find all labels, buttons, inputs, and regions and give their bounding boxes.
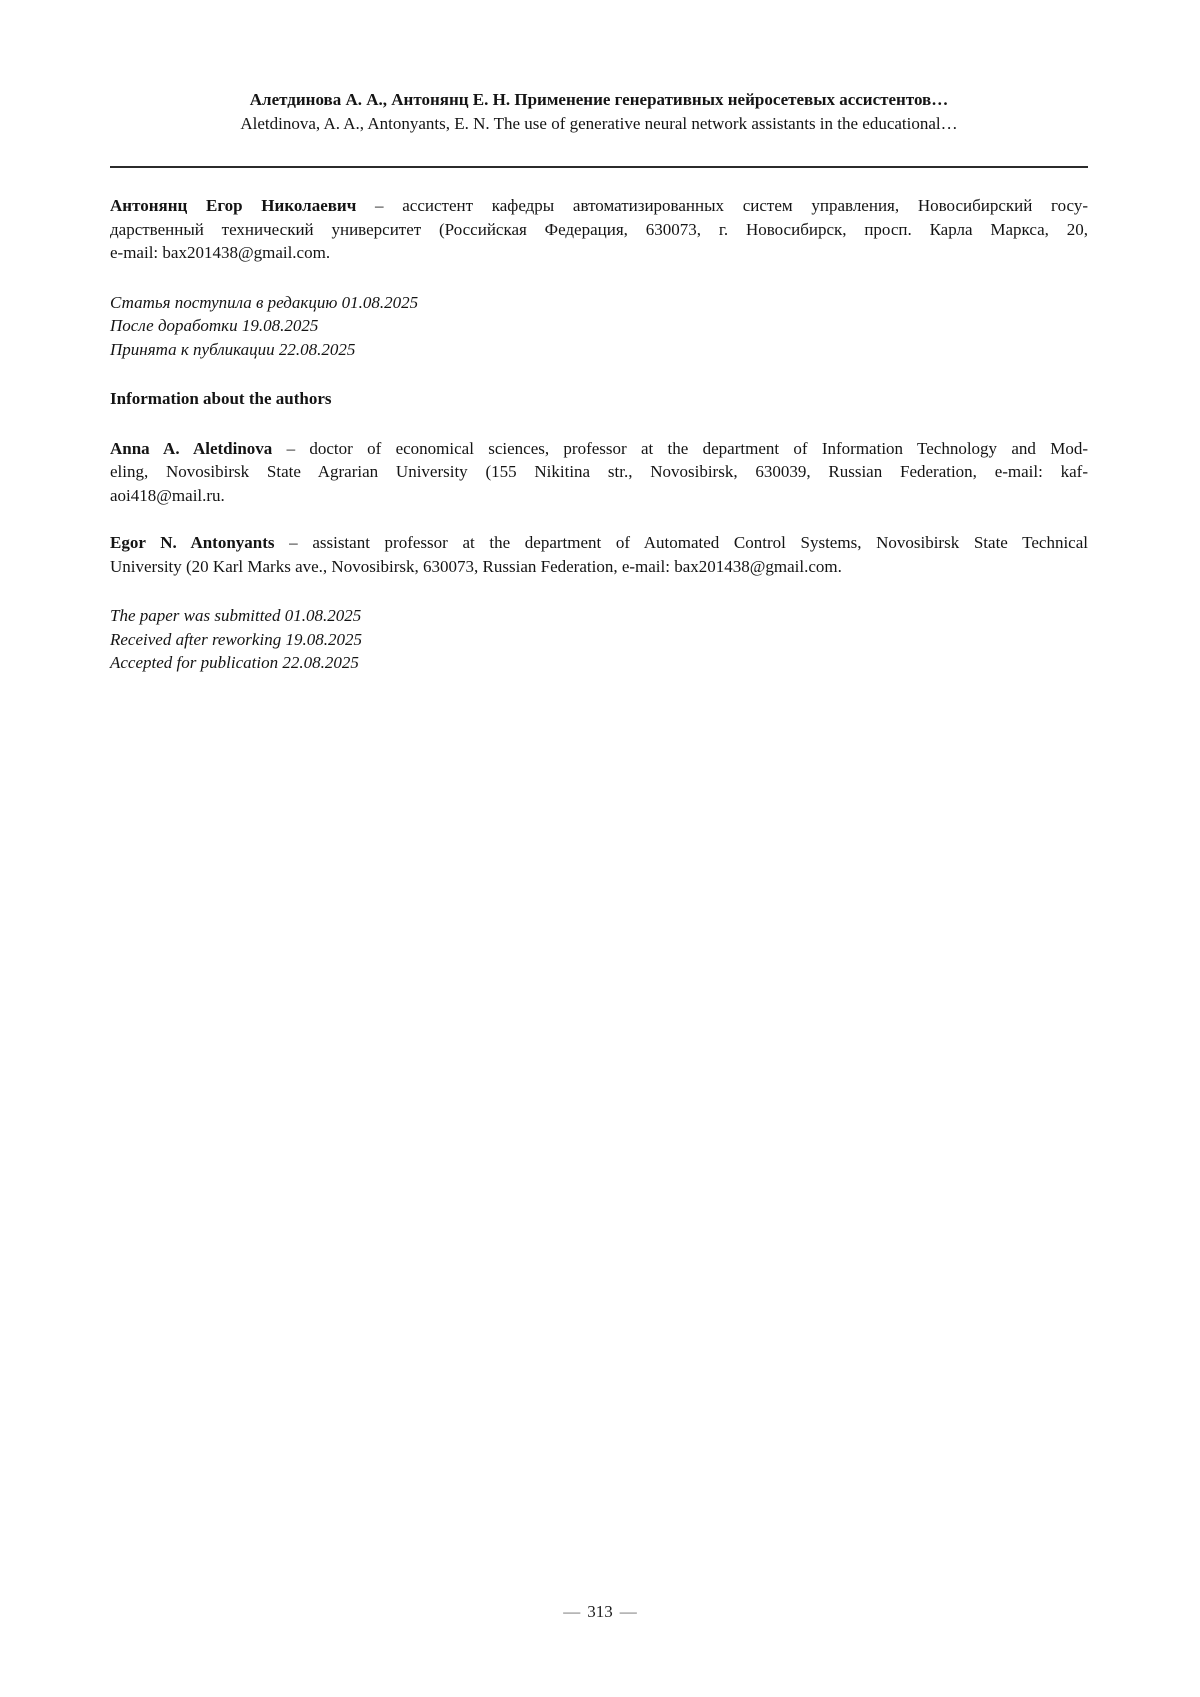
reworked-date-ru: После доработки 19.08.2025 [110, 316, 319, 335]
running-head [110, 88, 1088, 136]
author-email-ru: e-mail: bax201438@gmail.com. [110, 243, 331, 262]
author-role-antonyants: – assistant professor at the department of Automated Control Systems, Novosibirsk State Technical [274, 533, 1088, 552]
author-name-ru: Антонянц Егор Николаевич [110, 196, 357, 215]
paragraph-line [110, 194, 1088, 218]
author-name-antonyants: Egor N. Antonyants [110, 533, 275, 552]
accepted-date-ru: Принята к публикации 22.08.2025 [110, 339, 356, 359]
author-paragraph-antonyants [110, 531, 1088, 578]
paragraph-line [110, 437, 1088, 461]
running-head-en: Aletdinova, A. A., Antonyants, E. N. The use of generative neural network assistants in the educational… [240, 114, 958, 133]
reworked-date-en: Received after reworking 19.08.2025 [110, 629, 362, 649]
page-content [110, 0, 1088, 675]
author-name-aletdinova: Anna A. Aletdinova [110, 438, 273, 458]
section-heading: Information about the authors [110, 389, 332, 408]
running-head-ru: Алетдинова А. А., Антонянц Е. Н. Применение генеративных нейросетевых ассистентов… [249, 90, 949, 109]
author-role-ru: – ассистент кафедры автоматизированных систем управления, Новосибирский госу- [356, 196, 1089, 215]
paragraph-line: eling, Novosibirsk State Agrarian University (155 Nikitina str., Novosibirsk, 630039, Russian Federation, e-mail: kaf- [110, 462, 1088, 481]
page-number: 313 [587, 1602, 613, 1621]
footer-dash-right: — [619, 1602, 637, 1621]
header-rule [110, 166, 1088, 168]
paragraph-line: дарственный технический университет (Российская Федерация, 630073, г. Новосибирск, просп. Карла Маркса, 20, [110, 219, 1088, 239]
author-paragraph-aletdinova [110, 437, 1088, 508]
author-role-aletdinova: – doctor of economical sciences, professor at the department of Information Technology and Mod- [272, 438, 1088, 458]
author-paragraph-ru [110, 194, 1088, 265]
paragraph-line [110, 531, 1088, 555]
submission-dates-en [110, 604, 1088, 675]
submission-dates-ru [110, 291, 1088, 362]
page-footer [0, 1601, 1200, 1623]
submitted-date-en: The paper was submitted 01.08.2025 [110, 606, 362, 625]
author-email-antonyants: University (20 Karl Marks ave., Novosibirsk, 630073, Russian Federation, e-mail: bax201438@gmail.com. [110, 556, 842, 576]
accepted-date-en: Accepted for publication 22.08.2025 [110, 653, 359, 672]
submitted-date-ru: Статья поступила в редакцию 01.08.2025 [110, 292, 419, 312]
author-email-aletdinova: aoi418@mail.ru. [110, 485, 225, 505]
footer-dash-left: — [563, 1602, 581, 1621]
